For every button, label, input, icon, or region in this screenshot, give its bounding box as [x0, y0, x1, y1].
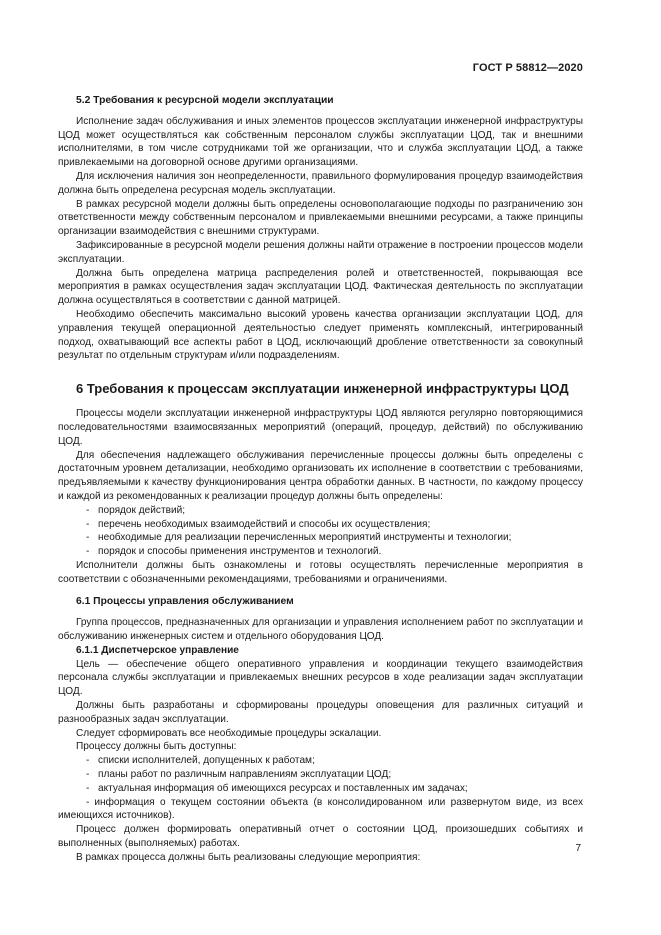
list-item: - необходимые для реализации перечисленных мероприятий инструменты и технологии; [86, 531, 583, 545]
list-item: - списки исполнителей, допущенных к работам; [86, 754, 583, 768]
list-item: - порядок и способы применения инструментов и технологий. [86, 545, 583, 559]
list-item: - порядок действий; [86, 504, 583, 518]
availability-list [58, 754, 583, 795]
paragraph: Необходимо обеспечить максимально высокий уровень качества организации эксплуатации ЦОД, для управления текущей операционной деятельностью следует применять комплексный, интегрированный подход, охватывающий все аспекты работ в ЦОД, исключающий дробление ответственности за совокупный результат по отдельным структурам и/или подразделениям. [58, 308, 583, 362]
page-number: 7 [575, 843, 581, 854]
page-content [58, 94, 583, 865]
list-item: - планы работ по различным направлениям эксплуатации ЦОД; [86, 768, 583, 782]
paragraph: Для обеспечения надлежащего обслуживания перечисленные процессы должны быть определены с достаточным уровнем детализации, необходимо организовать их исполнение в соответствии с требованиями, предъявляемыми к качеству функционирования центра обработки данных. В частности, по каждому процессу и каждой из рекомендованных к реализации процедур должны быть определены: [58, 449, 583, 502]
paragraph: Процесс должен формировать оперативный отчет о состоянии ЦОД, произошедших событиях и выполненных (выполняемых) работах. [58, 824, 583, 850]
paragraph: Следует сформировать все необходимые процедуры эскалации. [76, 727, 382, 739]
paragraph: Процессы модели эксплуатации инженерной инфраструктуры ЦОД являются регулярно повторяющимися последовательностями взаимосвязанных мероприятий (операций, процедур, действий) по обслуживанию ЦОД. [58, 408, 583, 447]
paragraph: Для исключения наличия зон неопределенности, правильного формулирования процедур взаимодействия должна быть определена ресурсная модель эксплуатации. [58, 170, 583, 196]
paragraph: В рамках ресурсной модели должны быть определены основополагающие подходы по разграничению зон ответственности между собственным персоналом и привлекаемыми внешними ресурсами, а также принципы организации взаимодействия с внешними структурами. [58, 198, 583, 238]
section-5-2-heading: 5.2 Требования к ресурсной модели эксплуатации [76, 95, 334, 106]
paragraph: Цель — обеспечение общего оперативного управления и координации текущего взаимодействия персонала службы эксплуатации и привлекаемых внешних ресурсов в ходе реализации задач эксплуатации ЦОД. [58, 658, 583, 698]
list-item: - перечень необходимых взаимодействий и способы их осуществления; [86, 518, 583, 532]
section-6-1-heading: 6.1 Процессы управления обслуживанием [76, 595, 294, 607]
paragraph: Исполнение задач обслуживания и иных элементов процессов эксплуатации инженерной инфраструктуры ЦОД может осуществляться как собственным персоналом службы эксплуатации ЦОД, так и внешними исполнителями, в том числе сотрудниками той же организации, что и служба эксплуатации ЦОД, а также привлекаемыми на договорной основе другими организациями. [58, 115, 583, 169]
list-item-text: информация о текущем состоянии объекта (в консолидированном или развернутом виде, из всех имеющихся источников). [58, 796, 583, 822]
paragraph: Группа процессов, предназначенных для организации и управления исполнением работ по эксплуатации и обслуживанию инженерных систем и отдельного оборудования ЦОД. [58, 617, 583, 643]
paragraph: Процессу должны быть доступны: [76, 741, 237, 753]
list-item-wrapped: - информация о текущем состоянии объекта (в консолидированном или развернутом виде, из всех имеющихся источников). [58, 796, 583, 822]
paragraph: Зафиксированные в ресурсной модели решения должны найти отражение в построении процессов модели эксплуатации. [58, 239, 583, 265]
paragraph: В рамках процесса должны быть реализованы следующие мероприятия: [76, 851, 421, 863]
requirements-list [58, 504, 583, 559]
section-6-heading: 6 Требования к процессам эксплуатации инженерной инфраструктуры ЦОД [76, 381, 569, 397]
section-6-1-1-heading: 6.1.1 Диспетчерское управление [76, 644, 239, 656]
list-item: - актуальная информация об имеющихся ресурсах и поставленных им задачах; [86, 782, 583, 796]
paragraph: Должна быть определена матрица распределения ролей и ответственностей, покрывающая все мероприятия в рамках осуществления задач эксплуатации ЦОД. Фактическая деятельность по эксплуатации должна осуществляться в соответствии с данной матрицей. [58, 267, 583, 307]
document-header: ГОСТ Р 58812—2020 [472, 62, 583, 74]
paragraph: Исполнители должны быть ознакомлены и готовы осуществлять перечисленные мероприятия в соответствии с обозначенными рекомендациями, требованиями и ограничениями. [58, 559, 583, 585]
paragraph: Должны быть разработаны и сформированы процедуры оповещения для различных ситуаций и разнообразных задач эксплуатации. [58, 700, 583, 725]
